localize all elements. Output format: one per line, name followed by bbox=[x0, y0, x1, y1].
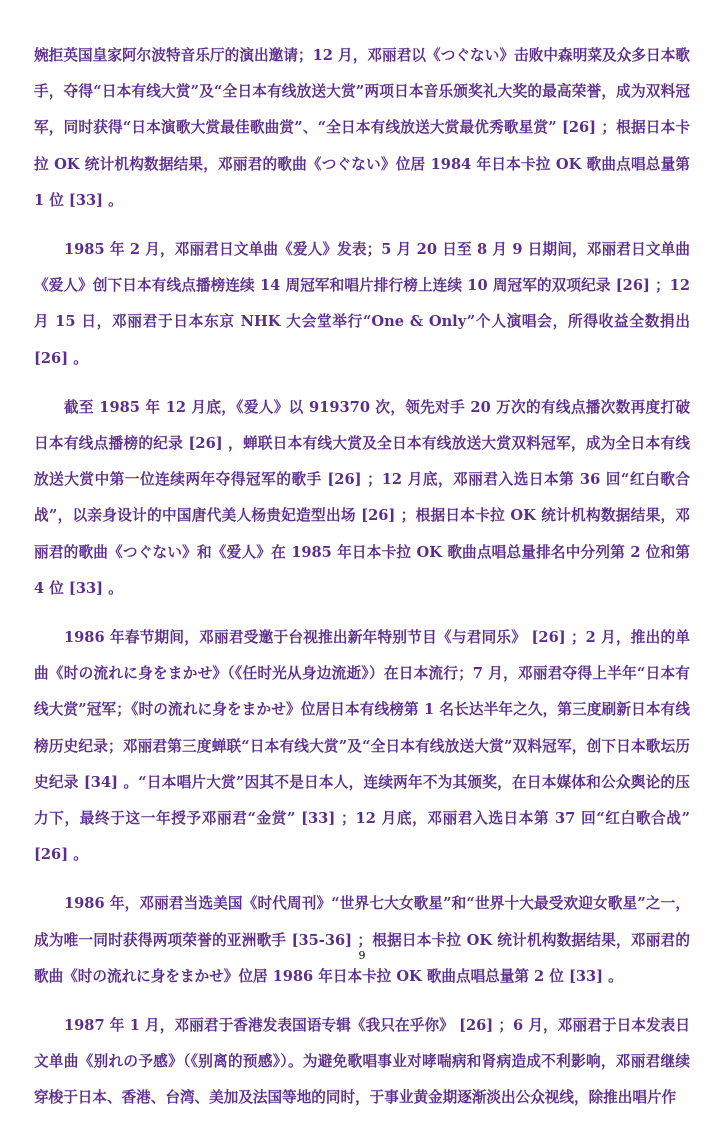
paragraph-5: 1986 年，邓丽君当选美国《时代周刊》“世界七大女歌星”和“世界十大最受欢迎女歌星”之一，成为唯一同时获得两项荣誉的亚洲歌手 [35-36] ；根据日本卡拉 OK 统计机构数据结果，邓丽君的歌曲《时の流れに身をまかせ》位居 1986 年日本卡拉 OK 歌曲点唱总量第 2 位 [33] 。 bbox=[34, 895, 690, 985]
paragraph-2: 1985 年 2 月，邓丽君日文单曲《爱人》发表；5 月 20 日至 8 月 9 日期间，邓丽君日文单曲《爱人》创下日本有线点播榜连续 14 周冠军和唱片排行榜上连续 10 周冠军的双项纪录 [26] ；12 月 15 日，邓丽君于日本东京 NHK 大会堂举行“One & Only”个人演唱会，所得收益全数捐出 [26] 。 bbox=[34, 241, 690, 367]
paragraph-4: 1986 年春节期间，邓丽君受邀于台视推出新年特别节目《与君同乐》 [26] ；2 月，推出的单曲《时の流れに身をまかせ》（《任时光从身边流逝》）在日本流行；7 月，邓丽君夺得上半年“日本有线大赏”冠军；《时の流れに身をまかせ》位居日本有线榜第 1 名长达半年之久，第三度刷新日本有线榜历史纪录；邓丽君第三度蝉联“日本有线大赏”及“全日本有线放送大赏”双料冠军，创下日本歌坛历史纪录 [34] 。“日本唱片大赏”因其不是日本人，连续两年不为其颁奖，在日本媒体和公众舆论的压力下，最终于这一年授予邓丽君“金赏” [33] ；12 月底，邓丽君入选日本第 37 回“红白歌合战” [26] 。 bbox=[34, 629, 690, 864]
paragraph-6: 1987 年 1 月，邓丽君于香港发表国语专辑《我只在乎你》 [26] ；6 月，邓丽君于日本发表日文单曲《别れの予感》（《别离的预感》）。为避免歌唱事业对哮喘病和肾病造成不利影响，邓丽君继续穿梭于日本、香港、台湾、美加及法国等地的同时，于事业黄金期逐渐淡出公众视线，除推出唱片作 bbox=[34, 1017, 690, 1107]
paragraph-3: 截至 1985 年 12 月底，《爱人》以 919370 次，领先对手 20 万次的有线点播次数再度打破日本有线点播榜的纪录 [26] ，蝉联日本有线大赏及全日本有线放送大赏双料冠军，成为全日本有线放送大赏中第一位连续两年夺得冠军的歌手 [26] ；12 月底，邓丽君入选日本第 36 回“红白歌合战”，以亲身设计的中国唐代美人杨贵妃造型出场 [26] ；根据日本卡拉 OK 统计机构数据结果，邓丽君的歌曲《つぐない》和《爱人》在 1985 年日本卡拉 OK 歌曲点唱总量排名中分列第 2 位和第 4 位 [33] 。 bbox=[34, 398, 690, 597]
paragraph-1: 婉拒英国皇家阿尔波特音乐厅的演出邀请；12 月，邓丽君以《つぐない》击败中森明菜及众多日本歌手，夺得“日本有线大赏”及“全日本有线放送大赏”两项日本音乐颁奖礼大奖的最高荣誉，成为双料冠军，同时获得“日本演歌大赏最佳歌曲赏”、“全日本有线放送大赏最优秀歌星赏” [26] ；根据日本卡拉 OK 统计机构数据结果，邓丽君的歌曲《つぐない》位居 1984 年日本卡拉 OK 歌曲点唱总量第 1 位 [33] 。 bbox=[34, 47, 690, 209]
page-number: 9 bbox=[358, 949, 366, 962]
body-text bbox=[34, 38, 690, 1130]
